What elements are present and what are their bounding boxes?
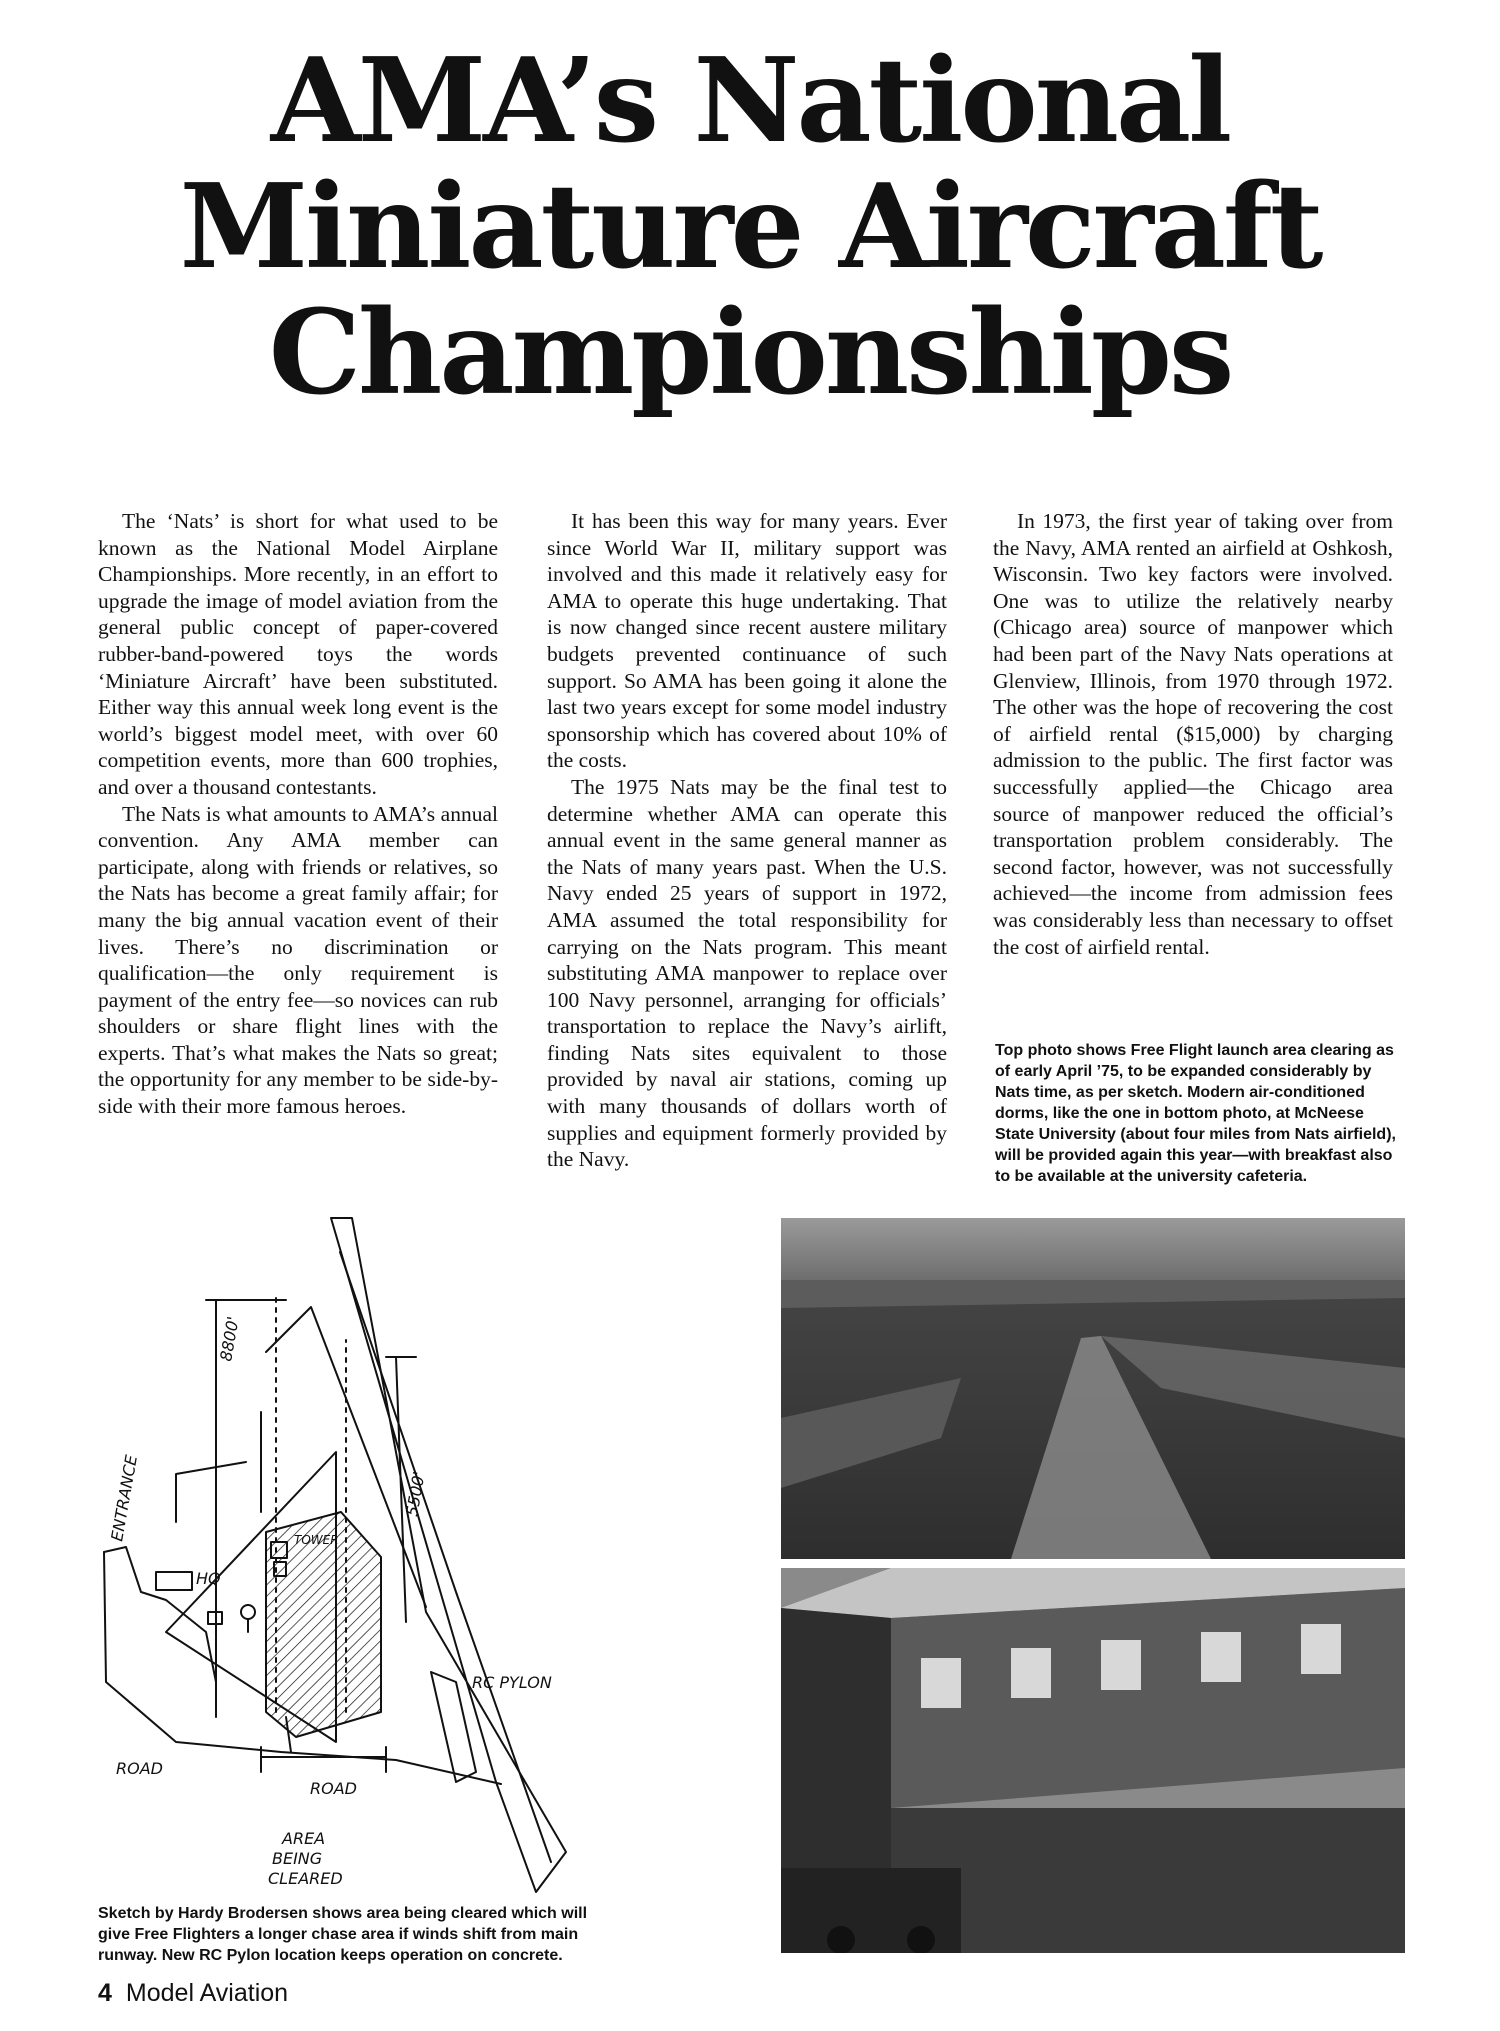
text-column-3 bbox=[993, 508, 1393, 960]
airfield-sketch bbox=[96, 1212, 636, 1912]
title-line-3: Championships bbox=[268, 285, 1232, 421]
photo-caption: Top photo shows Free Flight launch area clearing as of early April ’75, to be expanded considerably by Nats time, as per sketch. Modern air-conditioned dorms, like the one in bottom photo, at McNeese State University (about four miles from Nats airfield), will be provided again this year—with breakfast also to be available at the university cafeteria. bbox=[995, 1042, 1396, 1185]
label-road-1: ROAD bbox=[116, 1759, 163, 1778]
label-8800: 8800' bbox=[216, 1314, 243, 1363]
paragraph: In 1973, the first year of taking over from the Navy, AMA rented an airfield at Oshkosh, Wisconsin. Two key factors were involved. One was to utilize the relatively nearby (Chicago area) source of manpower which had been part of the Navy Nats operations at Glenview, Illinois, from 1970 through 1972. The other was the hope of recovering the cost of airfield rental ($15,000) by charging admission to the public. The first factor was successfully applied—the Chicago area source of manpower reduced the official’s transportation problem considerably. The second factor, however, was not successfully achieved—the income from admission fees was considerably less than necessary to offset the cost of airfield rental. bbox=[993, 509, 1393, 959]
text-column-2 bbox=[547, 508, 947, 1173]
title-line-2: Miniature Aircraft bbox=[179, 159, 1321, 295]
magazine-name: Model Aviation bbox=[125, 1979, 289, 2007]
page-number: 4 bbox=[98, 1979, 112, 2007]
label-rc-pylon: RC PYLON bbox=[472, 1673, 552, 1692]
paragraph: The ‘Nats’ is short for what used to be known as the National Model Airplane Championships. More recently, in an effort to upgrade the image of model aviation from the general public concept of paper-covered rubber-band-powered toys the words ‘Miniature Aircraft’ have been substituted. Either way this annual week long event is the world’s biggest model meet, with over 60 competition events, more than 600 trophies, and over a thousand contestants. bbox=[98, 509, 498, 799]
page-footer bbox=[98, 1979, 288, 2008]
label-tower: TOWER bbox=[294, 1533, 339, 1547]
text-column-1 bbox=[98, 508, 498, 1120]
label-road-2: ROAD bbox=[310, 1779, 357, 1798]
label-entrance: ENTRANCE bbox=[107, 1453, 142, 1543]
label-cleared: CLEARED bbox=[268, 1869, 343, 1888]
label-area: AREA bbox=[282, 1829, 326, 1848]
paragraph: The 1975 Nats may be the final test to determine whether AMA can operate this annual event in the same general manner as the Nats of many years past. When the U.S. Navy ended 25 years of support in 1972, AMA assumed the total responsibility for carrying on the Nats program. This meant substituting AMA manpower to replace over 100 Navy personnel, arranging for officials’ transportation to replace the Navy’s airlift, finding Nats sites equivalent to those provided by naval air stations, coming up with many thousands of dollars worth of supplies and equipment formerly provided by the Navy. bbox=[547, 774, 947, 1172]
paragraph: It has been this way for many years. Ever since World War II, military support was involved and this made it relatively easy for AMA to operate this huge undertaking. That is now changed since recent austere military budgets prevented continuance of such support. So AMA has been going it alone the last two years except for some model industry sponsorship which has covered about 10% of the costs. bbox=[547, 509, 947, 773]
paragraph: The Nats is what amounts to AMA’s annual convention. Any AMA member can participate, along with friends or relatives, so the Nats has become a great family affair; for many the big annual vacation event of their lives. There’s no discrimination or qualification—the only requirement is payment of the entry fee—so novices can rub shoulders or share flight lines with the experts. That’s what makes the Nats so great; the opportunity for any member to be side-by-side with their more famous heroes. bbox=[98, 801, 498, 1119]
label-5500: 5500' bbox=[402, 1469, 429, 1518]
title-line-1: AMA’s National bbox=[270, 33, 1230, 169]
article-title bbox=[100, 33, 1400, 421]
photo-dormitory bbox=[781, 1568, 1405, 1953]
label-hq: HQ bbox=[196, 1569, 221, 1588]
label-being: BEING bbox=[272, 1849, 323, 1868]
sketch-caption: Sketch by Hardy Brodersen shows area being cleared which will give Free Flighters a longer chase area if winds shift from main runway. New RC Pylon location keeps operation on concrete. bbox=[98, 1905, 588, 1964]
photo-aerial-launch-area bbox=[781, 1218, 1405, 1559]
